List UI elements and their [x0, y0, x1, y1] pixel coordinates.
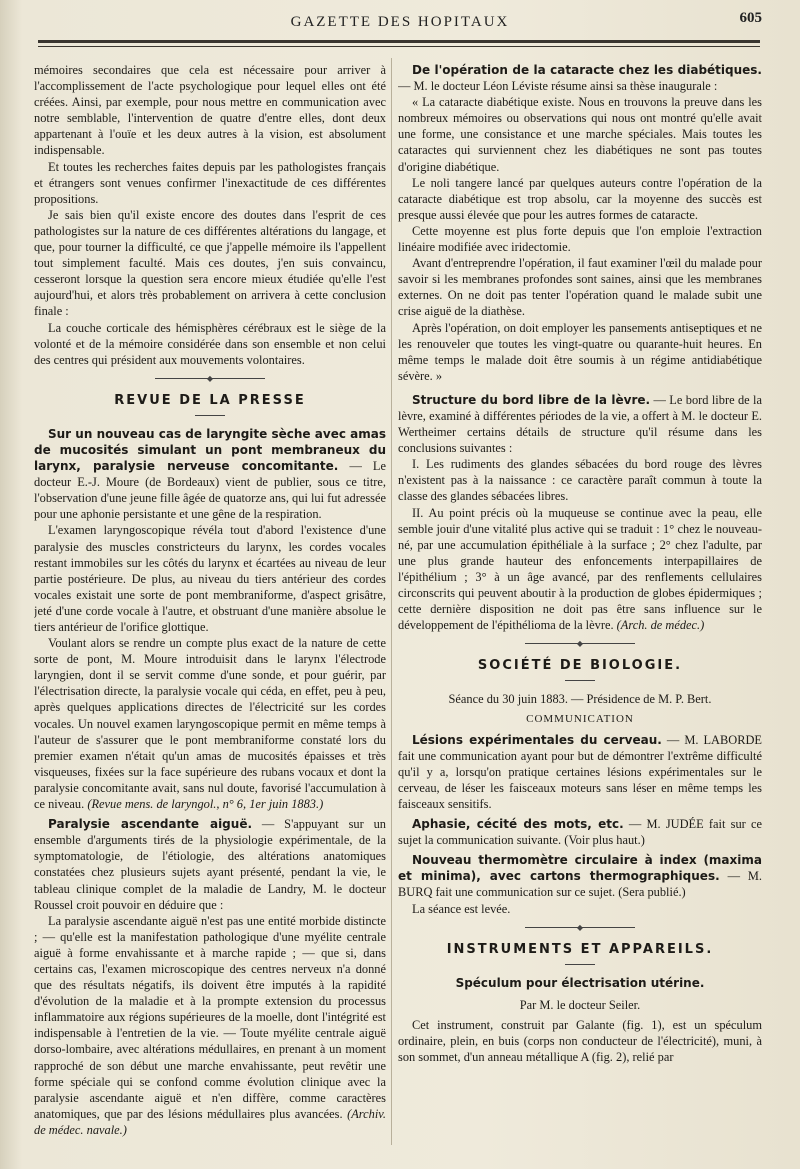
- short-rule: [195, 415, 225, 416]
- running-header: GAZETTE DES HOPITAUX: [290, 14, 510, 30]
- instrument-title: Spéculum pour électrisation utérine.: [455, 975, 705, 990]
- communication-label: COMMUNICATION: [526, 713, 634, 726]
- paragraph: Et toutes les recherches faites depuis par les pathologistes français et étrangers sont venues confirmer l'inexactitude de ces différentes propositions.: [34, 159, 386, 206]
- paragraph: « La cataracte diabétique existe. Nous en trouvons la preuve dans les nombreux mémoires ou observations qui nous ont montré qu'elle avait une forme, une consistance et une marche spéciales. Mais toutes les cataractes qui surviennent chez les diabétiques ne sont pas toutes d'origine diabétique.: [398, 95, 762, 174]
- paragraph: Cette moyenne est plus forte depuis que l'on emploie l'extraction linéaire modifiée avec iridectomie.: [398, 223, 762, 255]
- article-levre: [398, 392, 762, 456]
- paragraph-text: II. Au point précis où la muqueuse se continue avec la peau, elle semble jouir d'une vitalité plus active qui se traduit : 1° chez le nouveau-né, par une accumulation épithéliale à la surface ; 2° chez l'adulte, par une plus grande hauteur des enfoncements interpapillaires de l'épithélium ; 3° à un âge avancé, par des renflements cellulaires circonscrits qui peuvent aboutir à la production de globes épidermiques ; cette dernière disposition ne doit pas être sans influence sur le développement de l'épithélioma de la lèvre.: [398, 505, 762, 633]
- page-number: 605: [739, 10, 762, 26]
- paragraph: Avant d'entreprendre l'opération, il faut examiner l'œil du malade pour savoir si les membranes profondes sont saines, ainsi que les membranes externes. On ne doit pas tenter l'opération quand le malade subit une crise aiguë de la diathèse.: [398, 256, 762, 319]
- article-body: — S'appuyant sur un ensemble d'arguments tirés de la physiologie expérimentale, de la symptomatologie, de l'étiologie, des altérations anatomiques constatées chez plusieurs sujets ayant présenté, pendant la vie, le tableau clinique complet de la maladie de Landry, M. le docteur Roussel croit pouvoir en déduire que :: [34, 817, 386, 912]
- article-body: — M. BURQ fait une communication sur ce sujet. (Sera publié.): [398, 869, 762, 900]
- session-line: Séance du 30 juin 1883. — Présidence de M. P. Bert.: [448, 692, 712, 707]
- right-column: [398, 62, 762, 1149]
- article-body: — Le bord libre de la lèvre, examiné à différentes périodes de la vie, a offert à M. le docteur E. Wertheimer certains détails de structure qu'il résume dans les conclusions suivantes :: [398, 392, 762, 456]
- article-title: Nouveau thermomètre circulaire à index (maxima et minima), avec cartons thermographiques.: [398, 853, 762, 884]
- ornamental-separator: [525, 643, 635, 644]
- communication-aphasie: [398, 816, 762, 848]
- paragraph: L'examen laryngoscopique révéla tout d'abord l'existence d'une paralysie des muscles constricteurs du larynx, les cordes vocales restant immobiles sur les côtés du larynx et écartées au niveau de leur partie postérieure. De plus, au niveau du tiers antérieur des cordes vocales existait une sorte de pont membraniforme, d'aspect grisâtre, jeté d'une corde vocale à l'autre, et obstruant d'une manière absolue le tiers antérieur de l'orifice glottique.: [34, 523, 386, 634]
- left-column: [34, 62, 386, 1149]
- header-rule-thin: [38, 46, 760, 47]
- article-title: Structure du bord libre de la lèvre.: [412, 392, 651, 407]
- section-title-instruments: INSTRUMENTS ET APPAREILS.: [446, 941, 714, 957]
- citation: (Archiv. de médec. navale.): [34, 1106, 386, 1137]
- article-body: — Le docteur E.-J. Moure (de Bordeaux) vient de publier, sous ce titre, l'observation d'une jeune fille âgée de quatorze ans, qui lui fut adressée pour une aphonie persistante et une gêne de la respiration.: [34, 459, 386, 522]
- citation: (Arch. de médec.): [616, 618, 705, 633]
- article-title: Lésions expérimentales du cerveau.: [412, 732, 662, 747]
- section-title-societe: SOCIÉTÉ DE BIOLOGIE.: [477, 658, 683, 674]
- paragraph-with-cite: [34, 635, 386, 812]
- paragraph-with-cite: [398, 505, 762, 634]
- article-laryngite: [34, 426, 386, 523]
- article-title: Aphasie, cécité des mots, etc.: [412, 817, 624, 832]
- paragraph: mémoires secondaires que cela est nécessaire pour arriver à l'accomplissement de l'acte psychologique pour lequel elles ont été créées. Ainsi, par exemple, pour nous mettre en communication avec notre semblable, l'intervention de quatre d'entre elles, dont deux appartenant à l'ouïe et les deux autres à la vision, est absolument indispensable.: [34, 63, 386, 158]
- article-paralysie: [34, 816, 386, 913]
- paragraph: Je sais bien qu'il existe encore des doutes dans l'esprit de ces pathologistes sur la nature de ces différentes altérations du langage, et que, pour tourner la difficulté, ce que j'appelle mémoire ils l'appellent tout simplement faculté. Mais ces doutes, j'en suis convaincu, cesseront lorsque la question sera encore mieux étudiée qu'elle l'est aujourd'hui, et alors très probablement on arrivera à cette conclusion finale :: [34, 207, 386, 319]
- article-title: Sur un nouveau cas de laryngite sèche avec amas de mucosités simulant un pont membraneux du larynx, paralysie nerveuse concomitante.: [34, 426, 386, 474]
- paragraph: Le noli tangere lancé par quelques auteurs contre l'opération de la cataracte diabétique est trop absolu, car la moyenne des succès est presque aussi élevée que pour les autres formes de cataracte.: [398, 175, 762, 222]
- paragraph: Cet instrument, construit par Galante (fig. 1), est un spéculum ordinaire, plein, en buis (corps non conducteur de l'électricité), muni, à son sommet, d'un anneau métallique A (fig. 2), relié par: [398, 1017, 762, 1065]
- citation: (Revue mens. de laryngol., n° 6, 1er juin 1883.): [87, 797, 324, 812]
- paragraph-text: La paralysie ascendante aiguë n'est pas une entité morbide distincte ; — qu'elle est la manifestation pathologique d'une myélite centrale aiguë à forme envahissante et à marche rapide ; — que si, dans certains cas, l'examen microscopique des centres nerveux n'a donné que des résultats négatifs, ils doivent être imputés à la rapidité d'évolution de la maladie et à la prompte extension du processus inflammatoire aux régions supérieures de la moelle, dont l'intégrité est indispensable à l'entretien de la vie. — Toute myélite centrale aiguë dorso-lombaire, avec altérations médullaires, en prenant à un moment rapproché de son début une marche envahissante, peut revêtir une forme spéciale qui se confond comme évolution clinique avec la paralysie ascendante aiguë et n'en diffère, comme caractères anatomiques, que par des lésions médullaires plus avancées.: [34, 913, 386, 1121]
- article-title: Paralysie ascendante aiguë.: [48, 817, 253, 832]
- ornamental-separator: [525, 927, 635, 928]
- closing-line: La séance est levée.: [412, 901, 511, 916]
- column-divider: [391, 58, 392, 1145]
- ornamental-separator: [155, 378, 265, 379]
- article-body: — M. JUDÉE fait sur ce sujet la communication suivante. (Voir plus haut.): [398, 817, 762, 848]
- communication-thermometre: [398, 852, 762, 900]
- paragraph: La couche corticale des hémisphères cérébraux est le siège de la volonté et de la mémoire considérée dans son ensemble et non celui des centres qui président aux mouvements volontaires.: [34, 320, 386, 367]
- header-rule: [38, 40, 760, 43]
- instrument-author: Par M. le docteur Seiler.: [519, 997, 641, 1012]
- article-title: De l'opération de la cataracte chez les diabétiques.: [412, 63, 762, 77]
- short-rule: [565, 680, 595, 681]
- paragraph: Après l'opération, on doit employer les pansements antiseptiques et ne les renouveler que toutes les vingt-quatre ou quarante-huit heures. En même temps le malade doit être soumis à un régime antidiabétique sévère. »: [398, 320, 762, 383]
- communication-lesions: [398, 732, 762, 812]
- short-rule: [565, 964, 595, 965]
- paragraph: I. Les rudiments des glandes sébacées du bord rouge des lèvres n'existent pas à la naissance : ce caractère paraît commun à toute la classe des glandes sébacées libres.: [398, 457, 762, 504]
- section-title-revue: REVUE DE LA PRESSE: [114, 392, 306, 408]
- article-cataracte: [398, 62, 762, 94]
- paragraph-text: Voulant alors se rendre un compte plus exact de la nature de cette sorte de pont, M. Moure introduisit dans le larynx l'électrode laryngien, dont il se servit comme d'une sonde, et pour guérir, par l'électrisation directe, la paralysie vocale qui céda, en effet, peu à peu, après quelques applications directes de l'électricité sur les cordes vocales. Un nouvel examen laryngoscopique permit en même temps à l'auteur de s'assurer que le pont membraniforme constaté lors du premier examen n'était qu'un amas de mucosités épaisses et très visqueuses, fixées sur la face supérieure des rubans vocaux et dont la paralysie concomitante avait, sans nul doute, favorisé l'accumulation à ce niveau.: [34, 636, 386, 812]
- paragraph-with-cite: [34, 913, 386, 1138]
- article-body: — M. LABORDE fait une communication ayant pour but de démontrer l'extrême difficulté qu'il y a, lorsqu'on pratique certaines lésions expérimentales sur le cerveau, de léser les faisceaux moteurs sans léser en même temps les faisceaux sensitifs.: [398, 732, 762, 811]
- article-body: — M. le docteur Léon Léviste résume ainsi sa thèse inaugurale :: [398, 79, 718, 94]
